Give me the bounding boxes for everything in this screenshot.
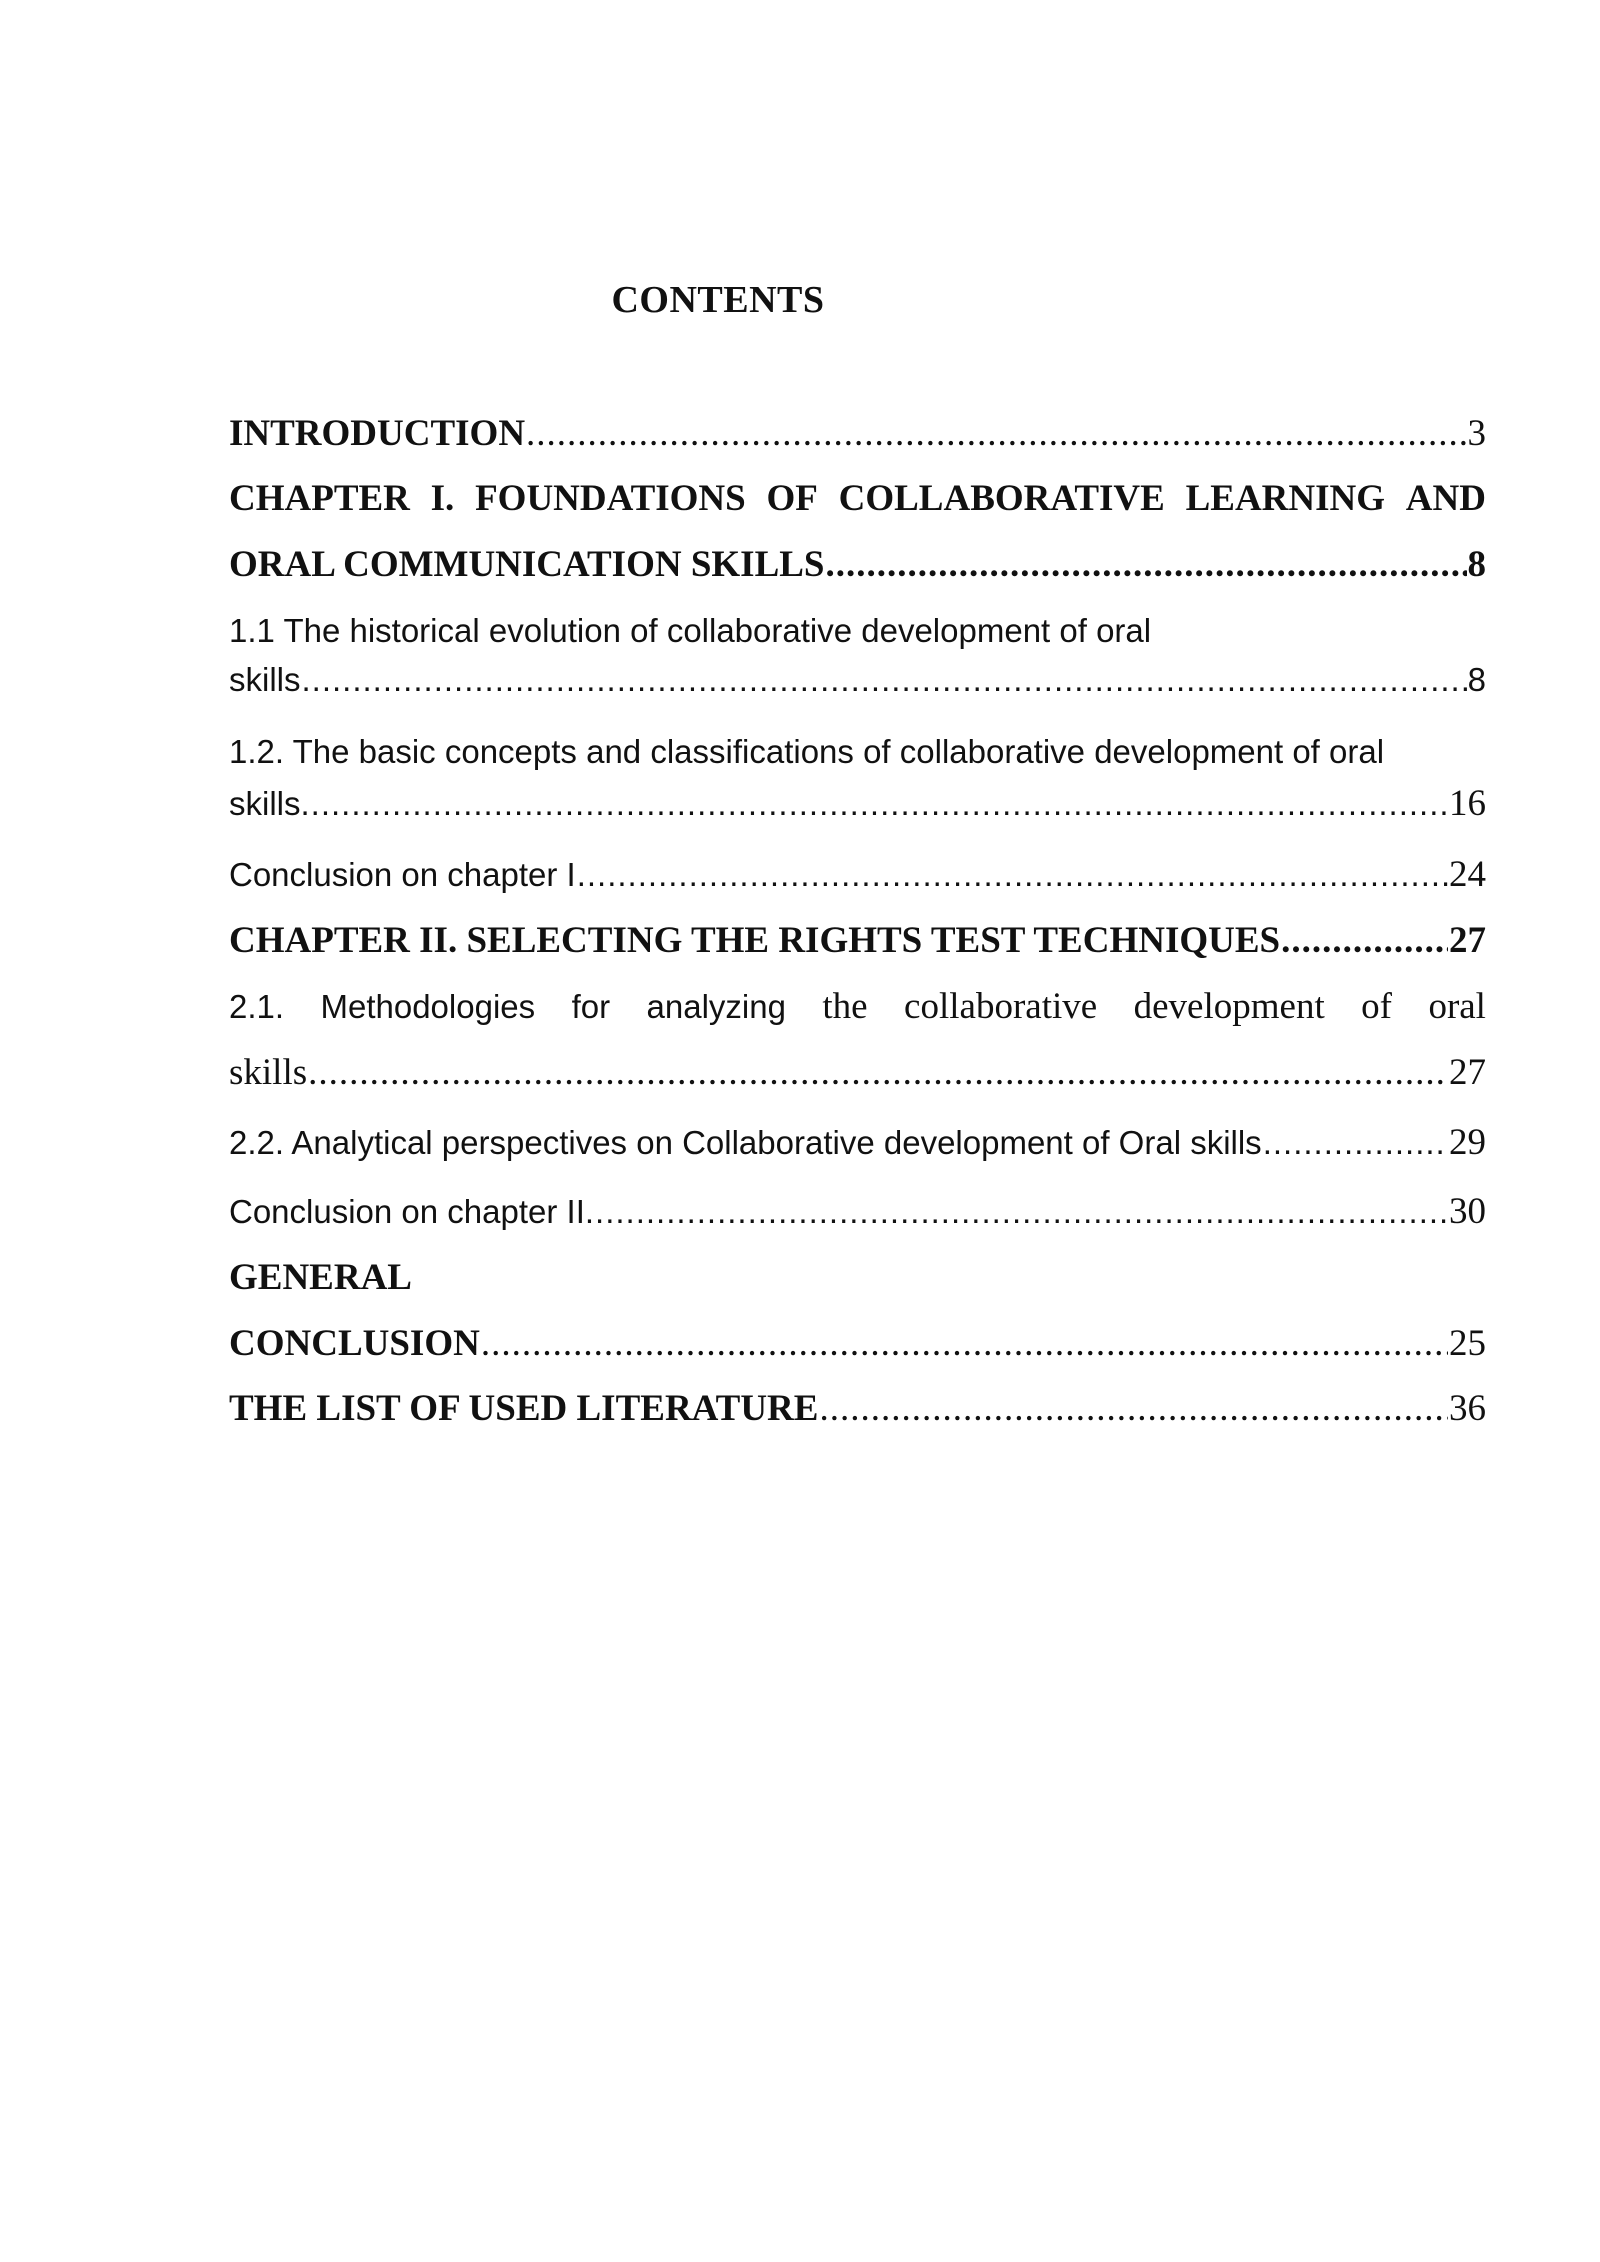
dot-leader xyxy=(308,1051,1448,1094)
dot-leader xyxy=(1263,1124,1448,1162)
dot-leader xyxy=(595,1193,1448,1231)
toc-word: analyzing xyxy=(646,988,786,1025)
toc-entry-2-1-line-1[interactable] xyxy=(229,985,1486,1028)
toc-entry-1-1-line-1[interactable]: 1.1 The historical evolution of collaborative development of oral xyxy=(229,612,1152,649)
toc-label: CONCLUSION xyxy=(229,1323,480,1364)
toc-word: 2.1. xyxy=(229,988,285,1025)
toc-word: Methodologies xyxy=(320,988,536,1025)
toc-word: oral xyxy=(1428,986,1486,1027)
toc-page-number: 36 xyxy=(1449,1388,1486,1429)
dot-leader xyxy=(526,412,1466,455)
toc-label: INTRODUCTION xyxy=(229,413,526,454)
toc-page-number: 27 xyxy=(1449,920,1486,961)
toc-entry-general-conclusion-line-2[interactable] xyxy=(229,1322,1486,1365)
toc-page-number: 27 xyxy=(1449,1052,1486,1093)
toc-entry-2-2[interactable] xyxy=(229,1121,1486,1164)
dot-leader xyxy=(311,785,1448,823)
toc-word: OF xyxy=(766,478,818,519)
toc-page-number: 8 xyxy=(1467,544,1486,585)
toc-label: skills. xyxy=(229,785,310,822)
dot-leader xyxy=(302,661,1467,699)
toc-entry-1-2-line-1[interactable]: 1.2. The basic concepts and classifications of collaborative development of oral xyxy=(229,733,1385,770)
toc-entry-conclusion-chapter-1[interactable] xyxy=(229,853,1486,896)
dot-leader xyxy=(819,1387,1448,1430)
toc-word: for xyxy=(571,988,611,1025)
toc-word: FOUNDATIONS xyxy=(475,478,746,519)
toc-entry-chapter-2[interactable] xyxy=(229,919,1486,962)
toc-label: CHAPTER II. SELECTING THE RIGHTS TEST TECHNIQUES xyxy=(229,920,1281,961)
toc-entry-1-2-line-2[interactable] xyxy=(229,782,1486,825)
toc-word: collaborative xyxy=(904,986,1098,1027)
toc-label: Conclusion on chapter I xyxy=(229,856,576,893)
toc-entry-chapter-1-line-2[interactable] xyxy=(229,543,1486,586)
toc-word: LEARNING xyxy=(1185,478,1386,519)
toc-label: skills xyxy=(229,661,301,698)
toc-page-number: 16 xyxy=(1449,783,1486,824)
toc-page-number: 25 xyxy=(1449,1323,1486,1364)
toc-label: 2.2. Analytical perspectives on Collaborative development of Oral skills xyxy=(229,1124,1262,1161)
toc-label: ORAL COMMUNICATION SKILLS xyxy=(229,544,825,585)
toc-label: Conclusion on chapter II. xyxy=(229,1193,595,1230)
toc-entry-2-1-line-2[interactable] xyxy=(229,1051,1486,1094)
toc-entry-1-1-line-2[interactable] xyxy=(229,661,1486,699)
toc-label: THE LIST OF USED LITERATURE xyxy=(229,1388,819,1429)
toc-word: CHAPTER xyxy=(229,478,410,519)
toc-page-number: 3 xyxy=(1467,413,1486,454)
toc-entry-conclusion-chapter-2[interactable] xyxy=(229,1190,1486,1233)
toc-entry-chapter-1-line-1[interactable] xyxy=(229,477,1486,520)
toc-page-number: 30 xyxy=(1449,1191,1486,1232)
toc-word: the xyxy=(822,986,868,1027)
toc-word: AND xyxy=(1405,478,1486,519)
dot-leader xyxy=(826,543,1467,586)
toc-word: COLLABORATIVE xyxy=(838,478,1165,519)
toc-page-number: 24 xyxy=(1449,854,1486,895)
contents-title: CONTENTS xyxy=(611,279,825,321)
toc-word: development xyxy=(1133,986,1325,1027)
dot-leader xyxy=(1281,919,1448,962)
toc-label: skills xyxy=(229,1052,308,1093)
toc-entry-used-literature[interactable] xyxy=(229,1387,1486,1430)
toc-entry-general-conclusion-line-1[interactable]: GENERAL xyxy=(229,1257,412,1298)
dot-leader xyxy=(481,1322,1448,1365)
toc-page-number: 29 xyxy=(1449,1122,1486,1163)
toc-word: of xyxy=(1361,986,1392,1027)
toc-entry-introduction[interactable] xyxy=(229,412,1486,455)
toc-page-number: 8 xyxy=(1467,661,1486,698)
toc-word: I. xyxy=(430,478,455,519)
dot-leader xyxy=(577,856,1448,894)
